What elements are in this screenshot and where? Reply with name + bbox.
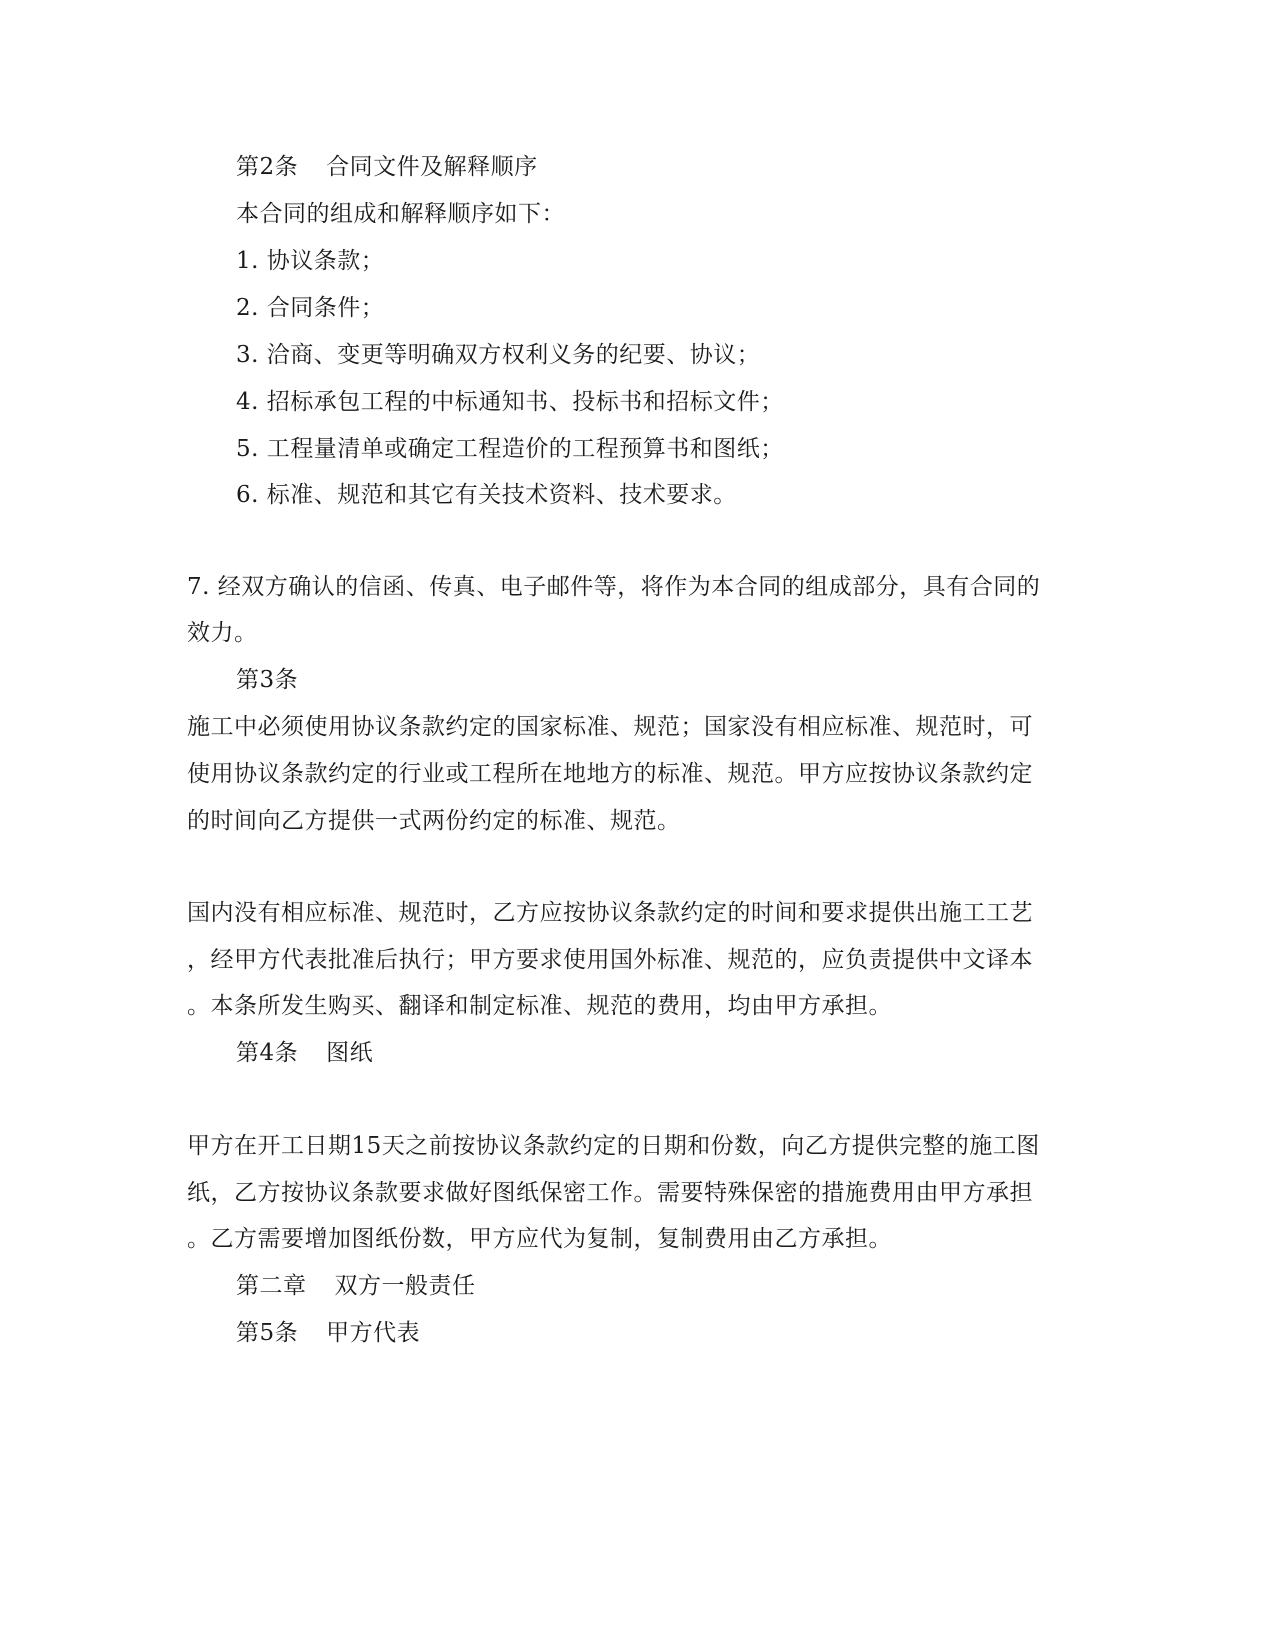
paragraph-line: 的时间向乙方提供一式两份约定的标准、规范。 [187, 808, 681, 834]
list-item-7-line: 效力。 [187, 620, 258, 646]
article-number: 第5条 [236, 1320, 299, 1346]
chapter-title: 双方一般责任 [334, 1273, 476, 1299]
article-number: 第4条 [236, 1040, 299, 1066]
chapter-number: 第二章 [236, 1273, 307, 1299]
list-item: 5. 工程量清单或确定工程造价的工程预算书和图纸； [236, 436, 784, 462]
article-number: 第2条 [236, 154, 299, 180]
paragraph-line: 使用协议条款约定的行业或工程所在地地方的标准、规范。甲方应按协议条款约定 [187, 761, 1033, 787]
chapter-2-heading [236, 1271, 476, 1301]
paragraph-line: 施工中必须使用协议条款约定的国家标准、规范；国家没有相应标准、规范时，可 [187, 714, 1033, 740]
article-4-heading [236, 1038, 373, 1068]
article-title: 图纸 [326, 1040, 374, 1066]
list-item: 4. 招标承包工程的中标通知书、投标书和招标文件； [236, 389, 784, 415]
list-item: 1. 协议条款； [236, 248, 385, 274]
article-3-heading: 第3条 [236, 667, 299, 693]
paragraph-line: 国内没有相应标准、规范时，乙方应按协议条款约定的时间和要求提供出施工工艺 [187, 900, 1033, 926]
paragraph-line: 。乙方需要增加图纸份数，甲方应代为复制，复制费用由乙方承担。 [187, 1226, 892, 1252]
list-item-7-line: 7. 经双方确认的信函、传真、电子邮件等，将作为本合同的组成部分，具有合同的 [187, 574, 1041, 600]
article-title: 甲方代表 [326, 1320, 421, 1346]
list-item: 3. 洽商、变更等明确双方权利义务的纪要、协议； [236, 342, 761, 368]
article-title: 合同文件及解释顺序 [326, 154, 538, 180]
article-5-heading [236, 1318, 420, 1348]
article-2-heading [236, 152, 538, 182]
paragraph-line: 甲方在开工日期15天之前按协议条款约定的日期和份数，向乙方提供完整的施工图 [187, 1133, 1040, 1159]
paragraph-line: ，经甲方代表批准后执行；甲方要求使用国外标准、规范的，应负责提供中文译本 [187, 947, 1033, 973]
paragraph-line: 。本条所发生购买、翻译和制定标准、规范的费用，均由甲方承担。 [187, 993, 892, 1019]
paragraph-line: 纸，乙方按协议条款要求做好图纸保密工作。需要特殊保密的措施费用由甲方承担 [187, 1180, 1033, 1206]
list-item: 6. 标准、规范和其它有关技术资料、技术要求。 [236, 482, 737, 508]
list-item: 2. 合同条件； [236, 295, 385, 321]
article-2-intro: 本合同的组成和解释顺序如下： [236, 201, 565, 227]
